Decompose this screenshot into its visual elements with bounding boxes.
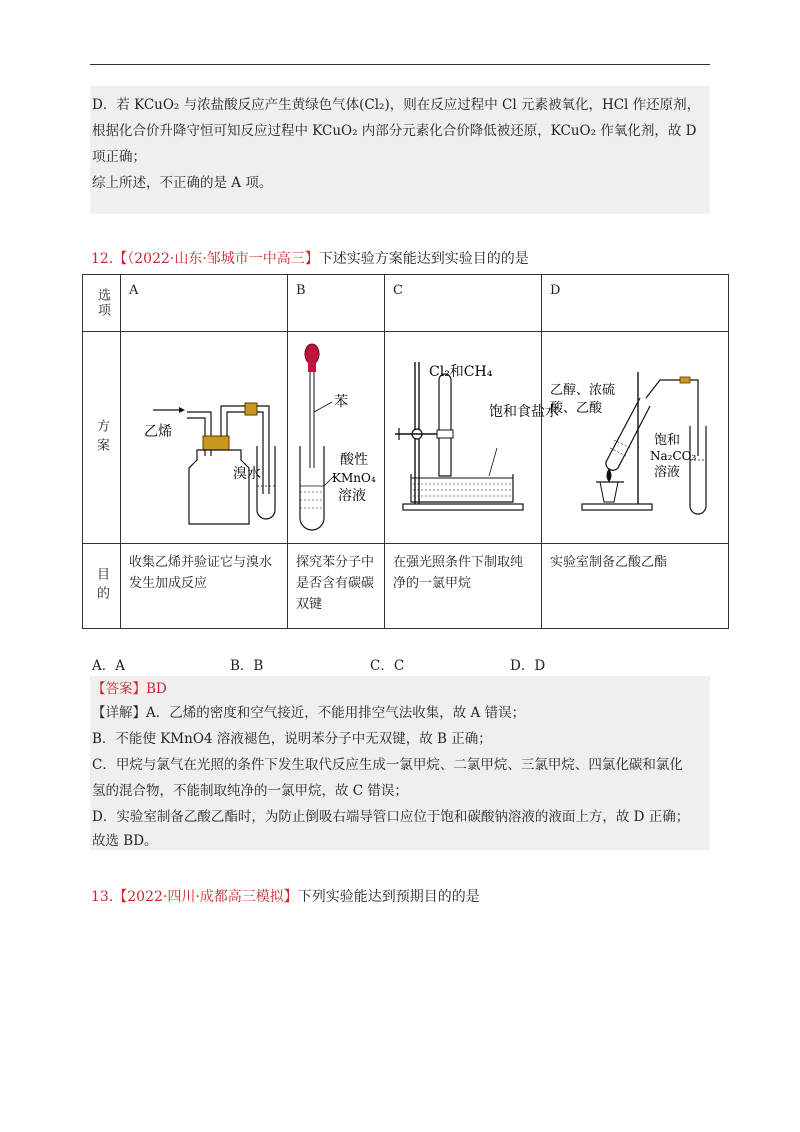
col-header-b: B — [288, 275, 385, 332]
col-header-option: 选项 — [83, 275, 121, 332]
apparatus-d-cell — [542, 332, 729, 544]
option-c: C．C — [370, 658, 405, 674]
header-rule — [90, 64, 710, 65]
q12-heading — [91, 248, 529, 268]
goal-b: 探究苯分子中是否含有碳碳双键 — [288, 544, 385, 629]
q12-number: 12. — [91, 251, 114, 267]
label-ethylene: 乙烯 — [144, 423, 172, 440]
apparatus-b-cell — [288, 332, 385, 544]
q12-stem: 下述实验方案能达到实验目的的是 — [318, 251, 529, 267]
label-cl2-ch4: Cl₂和CH₄ — [429, 363, 493, 380]
prev-solution-line: 项正确； — [92, 149, 146, 165]
apparatus-b — [288, 336, 384, 536]
row-header-plan: 方案 — [83, 332, 121, 544]
prev-solution-line: D．若 KCuO₂ 与浓盐酸反应产生黄绿色气体(Cl₂)，则在反应过程中 Cl 元素被氧化，HCl 作还原剂， — [92, 97, 701, 113]
goal-d: 实验室制备乙酸乙酯 — [542, 544, 729, 629]
col-header-a: A — [121, 275, 288, 332]
explanation-line: 故选 BD。 — [92, 833, 158, 849]
answer-label: 【答案】BD — [92, 681, 167, 697]
prev-solution-line: 根据化合价升降守恒可知反应过程中 KCuO₂ 内部分元素化合价降低被还原，KCuO₂ 作氧化剂，故 D — [92, 123, 697, 139]
apparatus-d — [542, 336, 728, 536]
explanation-line: D．实验室制备乙酸乙酯时，为防止倒吸右端导管口应位于饱和碳酸钠溶液的液面上方，故 D 正确； — [92, 809, 690, 825]
explanation-line: 氢的混合物，不能制取纯净的一氯甲烷，故 C 错误； — [92, 783, 408, 799]
row-header-goal: 目的 — [83, 544, 121, 629]
goal-a: 收集乙烯并验证它与溴水发生加成反应 — [121, 544, 288, 629]
label-d-receiver: 饱和 Na₂CO₃ 溶液 — [650, 432, 697, 480]
q13-stem: 下列实验能达到预期目的的是 — [297, 889, 480, 905]
label-benzene: 苯 — [334, 393, 348, 410]
option-d: D．D — [510, 658, 546, 674]
prev-solution-line: 综上所述，不正确的是 A 项。 — [92, 175, 273, 191]
q13-heading — [91, 886, 480, 906]
q13-number: 13. — [91, 889, 114, 905]
apparatus-a — [121, 336, 287, 536]
q12-source: 【（2022·山东·邹城市一中高三】 — [113, 251, 319, 267]
label-kmno4: 酸性 KMnO₄ 溶液 — [332, 451, 376, 504]
explanation-line: B．不能使 KMnO4 溶液褪色，说明苯分子中无双键，故 B 正确； — [92, 731, 492, 747]
explanation-line: 【详解】A．乙烯的密度和空气接近，不能用排空气法收集，故 A 错误； — [92, 705, 526, 721]
option-b: B．B — [230, 658, 264, 674]
label-brine: 饱和食盐水 — [489, 403, 559, 420]
apparatus-a-cell — [121, 332, 288, 544]
q13-source: 【2022·四川·成都高三模拟】 — [113, 889, 298, 905]
label-bromine-water: 溴水 — [233, 465, 261, 482]
apparatus-c — [385, 336, 559, 536]
label-d-reagents: 乙醇、浓硫 酸、乙酸 — [550, 382, 616, 416]
apparatus-c-cell — [385, 332, 559, 544]
explanation-line: C．甲烷与氯气在光照的条件下发生取代反应生成一氯甲烷、二氯甲烷、三氯甲烷、四氯化碳和氯化 — [92, 757, 683, 773]
experiment-table — [82, 274, 729, 629]
col-header-d: D — [542, 275, 729, 332]
col-header-c: C — [385, 275, 542, 332]
option-a: A．A — [92, 658, 125, 674]
goal-c: 在强光照条件下制取纯净的一氯甲烷 — [385, 544, 542, 629]
